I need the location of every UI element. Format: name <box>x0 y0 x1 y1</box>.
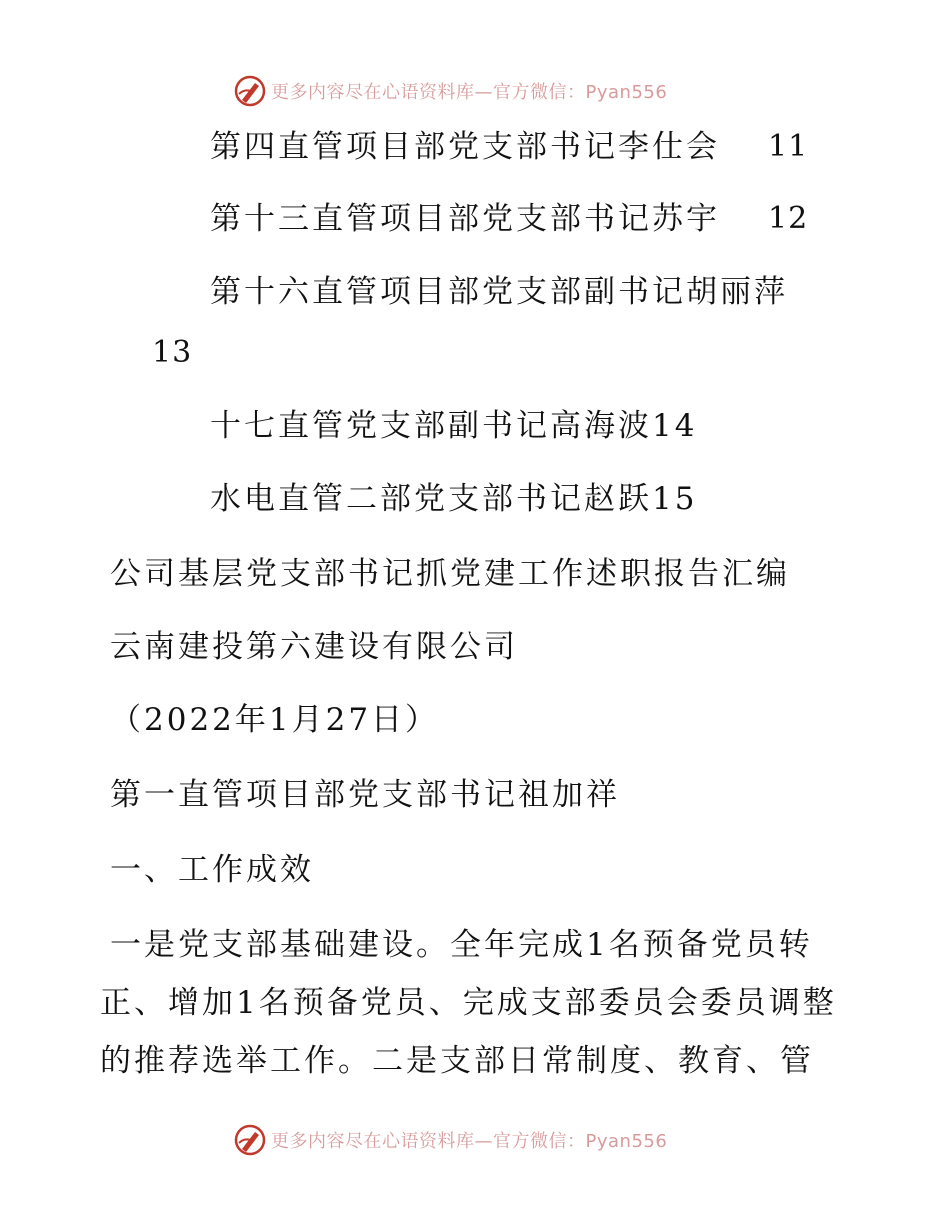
toc-item-title: 十七直管党支部副书记高海波14 <box>210 408 698 444</box>
watermark-footer <box>233 1123 733 1157</box>
section-heading: 一、工作成效 <box>110 852 314 888</box>
toc-item-page: 12 <box>768 201 809 236</box>
body-line: 的推荐选举工作。二是支部日常制度、教育、管 <box>100 1043 814 1079</box>
organization-name: 云南建投第六建设有限公司 <box>110 629 518 665</box>
document-title: 公司基层党支部书记抓党建工作述职报告汇编 <box>110 556 790 592</box>
document-date: （2022年1月27日） <box>110 702 440 738</box>
toc-item-title: 第十三直管项目部党支部书记苏宇 <box>210 201 720 237</box>
toc-item-title: 第四直管项目部党支部书记李仕会 <box>210 129 720 165</box>
toc-item-page: 13 <box>152 335 193 370</box>
toc-item-page: 11 <box>768 129 809 164</box>
watermark-text: 更多内容尽在心语资料库—官方微信：Pyan556 <box>271 1131 668 1152</box>
body-line: 一是党支部基础建设。全年完成1名预备党员转 <box>110 927 813 963</box>
body-line: 正、增加1名预备党员、完成支部委员会委员调整 <box>100 985 837 1021</box>
section-author: 第一直管项目部党支部书记祖加祥 <box>110 777 620 813</box>
watermark-text: 更多内容尽在心语资料库—官方微信：Pyan556 <box>271 82 668 103</box>
pen-logo-icon <box>233 1123 267 1157</box>
toc-item-title: 第十六直管项目部党支部副书记胡丽萍 <box>210 274 788 310</box>
pen-logo-icon <box>233 74 267 108</box>
toc-item-title: 水电直管二部党支部书记赵跃15 <box>210 481 698 517</box>
watermark-header <box>233 74 733 108</box>
